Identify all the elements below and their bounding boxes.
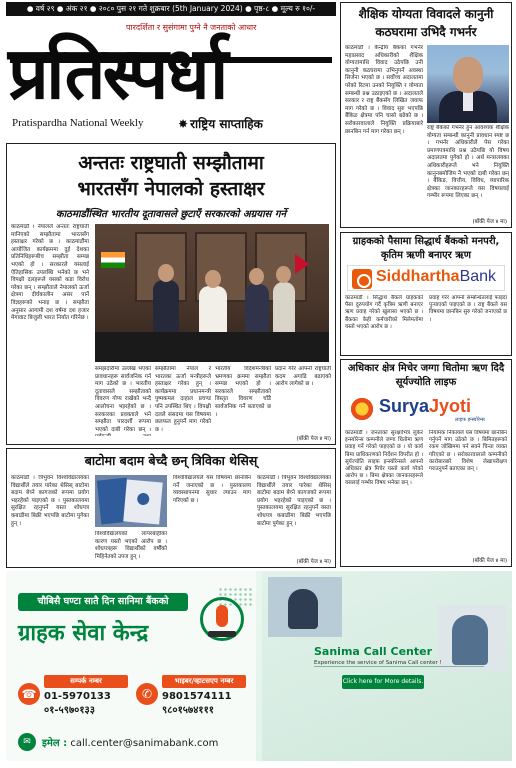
siddhartha-logo-icon [352,269,372,289]
suryajyoti-logo: SuryaJyoti लाइफ इन्स्योरेन्स [347,394,505,424]
story-governor-body-col2: राष्ट्र बैंकको गभर्नर हुन आवश्यक शैक्षिक योग्यता सम्बन्धी कानुनी प्रावधान स्पष्ट छ । गभर्नर अधिकारीले पेस गरेका प्रमाणपत्रमाथि प्रश्न उठेपछि यो विषय अदालतमा पुगेको हो । अर्थ मन्त्रालयका अधिकारीहरूले भने नियुक्ति कानुनबमोजिम नै भएको दाबी गरेका छन् । बैंकिङ, वित्तीय, विविध, व्यापारिक क्षेत्रका जानकारहरूले यस विषयलाई गम्भीर रूपमा लिएका छन् । [427,125,509,200]
ad-phone-block [16,675,128,723]
lead-continued: (बाँकी पेज ४ मा) [296,436,331,442]
ad-viber-number-devanagari: ९८०१५७४१११ [162,705,214,716]
india-flag [101,252,125,268]
mail-icon: ✉ [18,733,36,751]
story-thesis [6,448,336,568]
masthead-issue-bar: ● वर्ष २९ ● अंक २१ ● २०८० पुस २१ गते शुक्रबार (5th January 2024) ● पृष्ठ-८ ● मूल्य रु १०/- [6,2,336,16]
story-thesis-body-col2: विश्वविद्यालयको लापरबाहीका कारण यस्तो भएको आरोप छ । शोधपत्रहरू विद्यार्थीको वर्षौंको मिहिनेतको उपज हुन् । [95,531,167,560]
nepal-flag [295,254,309,274]
ad-viber-number[interactable]: 9801574111 [162,691,232,702]
story-thesis-body-col1: काठमाडौं । त्रिभुवन विश्वविद्यालयका विद्यार्थीले तयार पारेका थेसिस् बाटोमा बदाम बेच्ने कागजको रूपमा प्रयोग भइरहेको पाइएको छ । पुस्तकालयमा सुरक्षित रहनुपर्ने यस्ता शोधपत्र कबाडीमा बिक्री भएपछि बाटोमा पुगेका हुन् । [11,475,89,527]
masthead-motto: पारदर्शिता र सुसंगामा पुग्ने नै जनताको आधार [126,23,257,32]
lead-headline-line1: अन्ततः राष्ट्रघाती सम्झौतामा [78,152,264,174]
ad-right-panel [262,571,512,761]
story-governor [340,2,512,228]
lead-body-col3: सम्झौतामा नेपाल र भारतका ऊर्जा मन्त्रीहरूले हस्ताक्षर गरेका हुन् । कार्यक्रममा प्रधानमन्त्री पुष्पकमल दाहाल प्रचण्ड पनि उपस्थित थिए । विपक्षी दलले संसदमा यस विषयमा छलफल हुनुपर्ने माग गरेको छ । [155,366,211,433]
lead-story [6,143,336,445]
masthead-weekly-label [178,115,263,132]
newspaper-logo: प्रतिस्पर्धा [8,30,226,115]
lead-subheadline: काठमाडौंस्थित भारतीय दूतावासले छुटाएँ सरकारको अग्रयास गर्ने [55,209,287,220]
story-thesis-body-col4: काठमाडौं । त्रिभुवन विश्वविद्यालयका विद्यार्थीले तयार पारेका थेसिस् बाटोमा बदाम बेच्ने कागजको रूपमा प्रयोग भइरहेको पाइएको छ । पुस्तकालयमा सुरक्षित रहनुपर्ने यस्ता शोधपत्र कबाडीमा बिक्री भएपछि बाटोमा पुगेका हुन् । [257,475,331,527]
masthead [6,17,336,139]
viber-icon: ✆ [136,683,158,705]
story-governor-headline: शैक्षिक योग्यता विवादले कानुनी कठघरामा उभिदै गभर्नर [358,7,494,39]
lead-body-col2: समझदारीमा उल्लेख भएका प्रावधानहरू सार्वजनिक गर्न माग उठेको छ । भारतीय दूतावासले सम्झौताको विवरण गोप्य राखेको भन्दै आलोचना भइरहेको छ । सरकारका प्रवक्ताले भने सम्झौता पारदर्शी रूपमा भएको दाबी गरेका छन् । [95,366,151,433]
sun-icon [349,396,375,422]
masthead-english-name: Pratispardha National Weekly [12,117,144,129]
ad-phone-label: सम्पर्क नम्बर [44,675,128,688]
lead-body-col5: प्रदान गरेर आफ्नो राष्ट्रघाती कदम अगाडि बढाएको आरोप लागेको छ । [275,366,331,388]
star-icon: ✸ [178,117,189,131]
ad-more-details-button[interactable]: Click here for More details. [342,675,424,689]
ad-call-center-title: Sanima Call Center [314,645,433,658]
lead-body-col4: भारतीय विदेशमन्त्रीको भ्रमणका क्रममा सम्झौता सम्पन्न भएको हो । सरकारले सम्झौताको विस्तृत विवरण चाँडै सार्वजनिक गर्ने बताएको छ । [215,366,271,418]
ad-agent-photo-2 [438,605,506,671]
ad-call-center-subtitle: Experience the service of Sanima Call center ! [314,660,442,666]
ad-title: ग्राहक सेवा केन्द्र [18,621,149,646]
story-siddhartha-body-col2: प्रवाह गरेर आफ्नो सम्बन्धितलाई फाइदा पुर्‍याएको पाइएको छ । राष्ट्र बैंकले यस विषयमा छानबिन सुरु गरेको जनाएको छ । [429,295,507,323]
story-suryajyoti-continued: (बाँकी पेज ४ मा) [472,558,507,564]
headset-icon [194,591,250,647]
story-suryajyoti-body-col1: काठमाडौं । जनताको सुरक्षाभित्र लुकेर इन्स्योरेन्स कम्पनीले जग्गा धितोमा ऋण प्रवाह गर्ने गरेको पाइएको छ । यो कार्य बिमा प्राधिकरणको निर्देशन विपरीत हो । सूर्यज्योति लाइफ इन्स्योरेन्सले आफ्नो अधिकार क्षेत्र मिचेर यस्तो कार्य गरेको आरोप छ । बिमा क्षेत्रका जानकारहरूले यसलाई गम्भीर विषय भनेका छन् । [345,430,423,487]
story-governor-body-col1: काठमाडौं । केन्द्रीय बैंकका गभर्नर महाप्रसाद अधिकारीको शैक्षिक योग्यतामाथि विवाद उठेपछि उनी कानुनी कठघरामा उभिनुपर्ने अवस्था सिर्जना भएको छ । सर्वोच्च अदालतमा परेको रिटमा उनको नियुक्ति र योग्यता सम्बन्धी प्रश्न उठाइएको छ । अदालतले सरकार र राष्ट्र बैंकसँग लिखित जवाफ माग गरेको छ । विवाद सुरु भएपछि बैंकिङ क्षेत्रमा पनि चासो बढेको छ । सरोकारवालाले नियुक्ति प्रक्रियाबारे छानबिन गर्न माग गरेका छन् । [345,45,423,135]
story-thesis-continued: (बाँकी पेज ४ मा) [296,559,331,565]
lead-body-col1: काठमाडौं । नेपालले अन्ततः राष्ट्रघाती मानिएको सम्झौतामा भारतसँग हस्ताक्षर गरेको छ । काठमाडौंमा आयोजित कार्यक्रममा दुई देशका प्रतिनिधिहरूबीच सम्झौता सम्पन्न भएको हो । सरकारले यसलाई ऐतिहासिक उपलब्धि भनेको छ भने विपक्षी दलहरूले यसको कडा विरोध गरेका छन् । सम्झौताले नेपालको ऊर्जा क्षेत्रमा दीर्घकालीन असर पार्ने विज्ञहरूको भनाइ छ । सम्झौता अनुसार आगामी दश वर्षमा दश हजार मेगावाट बिजुली भारत निर्यात गरिनेछ । [11,224,89,322]
story-siddhartha [340,232,512,356]
story-governor-continued: (बाँकी पेज ४ मा) [472,219,507,225]
siddhartha-bank-logo: SiddharthaBank [347,265,505,291]
weekly-label-text: राष्ट्रिय साप्ताहिक [190,117,263,131]
story-suryajyoti [340,359,512,567]
phone-icon: ☎ [18,683,40,705]
story-thesis-body-col3: विश्वविद्यालयले यस विषयमा छानबिन गर्ने जनाएको छ । पुस्तकालय व्यवस्थापनमा सुधार ल्याउन माग गरिएको छ । [173,475,251,504]
ad-phone-number-devanagari: ०१-५९७०१३३ [44,705,95,716]
thesis-photo [95,475,167,527]
story-thesis-headline: बाटोमा बदाम बेच्दै छन् त्रिविका थेसिस् [84,453,258,468]
sanima-call-center-ad [6,571,512,761]
story-siddhartha-headline: ग्राहकको पैसामा सिद्धार्थ बैंकको मनपरी, कृतिम ऋणी बनाएर ऋण [352,236,500,261]
lead-signing-photo [95,224,329,362]
ad-viber-label: भाइबर/व्हाटसएप नम्बर [162,675,246,688]
ad-band: चौबिसै घण्टा सातै दिन सानिमा बैंकको [18,593,188,611]
ad-email-line: इमेल : call.center@sanimabank.com [42,738,219,749]
ad-agent-photo-1 [268,577,342,637]
ad-email-address[interactable]: call.center@sanimabank.com [70,738,219,749]
story-siddhartha-body-col1: काठमाडौं । सिद्धार्थ बैंकले ग्राहकको पैसा दुरुपयोग गर्दै कृत्रिम ऋणी बनाएर ऋण प्रवाह गरेको खुलासा भएको छ । बैंकका केही कर्मचारीको मिलेमतोमा यस्तो भएको आरोप छ । [345,295,423,330]
governor-photo [427,45,509,123]
story-suryajyoti-body-col2: नियामक निकायले यस विषयमा छानबिन गर्नुपर्ने माग उठेको छ । बिमितहरूको रकम जोखिममा पर्न सक्ने चिन्ता व्यक्त गरिएको छ । सरोकारवालाले कम्पनीको कारोबारबारे विशेष लेखापरीक्षण गराउनुपर्ने बताएका छन् । [429,430,507,473]
ad-phone-number[interactable]: 01-5970133 [44,691,111,702]
lead-headline-line2: भारतसँग नेपालको हस्ताक्षर [77,178,265,200]
story-suryajyoti-headline: अधिकार क्षेत्र मिचेर जग्गा धितोमा ऋण दिदै सूर्यज्योति लाइफ [347,363,505,388]
ad-viber-block [134,675,246,723]
